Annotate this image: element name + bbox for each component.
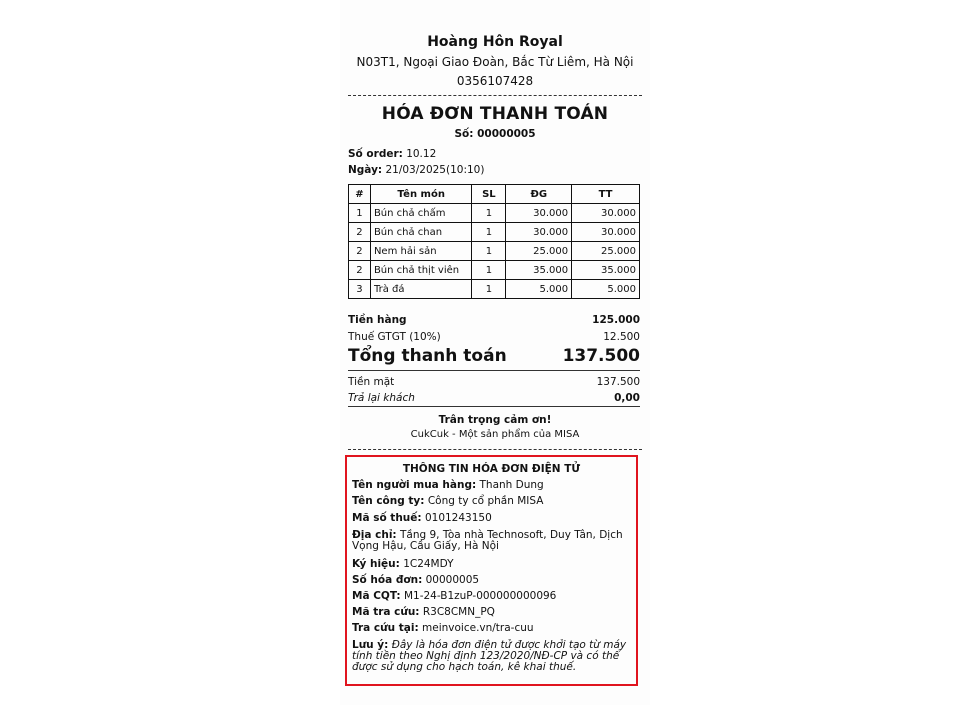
col-header: # <box>349 185 371 204</box>
company-label: Tên công ty: <box>352 495 425 507</box>
invno-value: 00000005 <box>425 574 480 586</box>
cell-qty: 1 <box>472 261 506 280</box>
table-row <box>349 261 640 280</box>
site-label: Tra cứu tại: <box>352 622 419 634</box>
symbol-value: 1C24MDY <box>403 558 454 570</box>
invno-label: Số hóa đơn: <box>352 574 423 586</box>
order-number <box>348 148 436 160</box>
change-value: 0,00 <box>614 392 640 404</box>
grand-total-value: 137.500 <box>562 346 640 366</box>
invoice-number <box>340 128 650 140</box>
buyer-name <box>352 480 630 491</box>
vat-value: 12.500 <box>603 331 640 343</box>
cell-qty: 1 <box>472 242 506 261</box>
tax-value: 0101243150 <box>424 512 492 524</box>
invoice-symbol <box>352 559 630 570</box>
grand-total-row <box>348 346 640 366</box>
cell-price: 5.000 <box>506 280 572 299</box>
store-address: N03T1, Ngoại Giao Đoàn, Bắc Từ Liêm, Hà Nội <box>356 55 634 69</box>
lookup-site <box>352 623 630 634</box>
divider <box>348 406 640 407</box>
cell-index: 2 <box>349 223 371 242</box>
vat-row <box>348 331 640 343</box>
cell-item: Bún chả chấm <box>370 204 472 223</box>
company-value: Công ty cổ phần MISA <box>427 495 544 507</box>
invoice-date <box>348 164 484 176</box>
cell-item: Bún chả thịt viên <box>370 261 472 280</box>
company-address <box>352 530 630 552</box>
invoice-title: HÓA ĐƠN THANH TOÁN <box>381 104 609 124</box>
thanks-message: Trân trọng cảm ơn! <box>438 414 552 426</box>
order-label: Số order: <box>348 148 403 160</box>
col-header: SL <box>472 185 506 204</box>
cell-price: 25.000 <box>506 242 572 261</box>
cash-value: 137.500 <box>596 376 640 388</box>
address-label: Địa chỉ: <box>352 529 397 541</box>
cell-item: Trà đá <box>370 280 472 299</box>
store-phone: 0356107428 <box>456 74 534 88</box>
change-label: Trả lại khách <box>348 392 415 404</box>
buyer-label: Tên người mua hàng: <box>352 479 477 491</box>
brand-line: CukCuk - Một sản phẩm của MISA <box>410 429 580 440</box>
e-invoice-box <box>345 455 638 686</box>
cell-total: 30.000 <box>572 223 640 242</box>
divider <box>348 370 640 371</box>
note-label: Lưu ý: <box>352 639 389 651</box>
cell-total: 25.000 <box>572 242 640 261</box>
tax-code <box>352 513 630 524</box>
cqt-label: Mã CQT: <box>352 590 401 602</box>
buyer-value: Thanh Dung <box>479 479 544 491</box>
change-row <box>348 392 640 404</box>
cell-qty: 1 <box>472 280 506 299</box>
cqt-value: M1-24-B1zuP-000000000096 <box>403 590 557 602</box>
col-header: Tên món <box>370 185 472 204</box>
tax-label: Mã số thuế: <box>352 512 422 524</box>
order-value: 10.12 <box>406 148 437 160</box>
table-row <box>349 204 640 223</box>
cell-index: 2 <box>349 242 371 261</box>
store-name: Hoàng Hôn Royal <box>427 34 563 50</box>
table-row <box>349 223 640 242</box>
grand-total-label: Tổng thanh toán <box>348 346 507 366</box>
lookup-label: Mã tra cứu: <box>352 606 420 618</box>
date-value: 21/03/2025(10:10) <box>385 164 485 176</box>
symbol-label: Ký hiệu: <box>352 558 400 570</box>
cell-price: 35.000 <box>506 261 572 280</box>
company-name <box>352 496 630 507</box>
invoice-number-value: 00000005 <box>477 128 536 140</box>
cqt-code <box>352 591 630 602</box>
cash-label: Tiền mặt <box>348 376 395 388</box>
cell-qty: 1 <box>472 204 506 223</box>
vat-label: Thuế GTGT (10%) <box>348 331 441 343</box>
divider <box>348 449 642 450</box>
lookup-value: R3C8CMN_PQ <box>422 606 495 618</box>
e-invoice-note <box>352 640 630 673</box>
col-header: ĐG <box>506 185 572 204</box>
e-invoice-title: THÔNG TIN HÓA ĐƠN ĐIỆN TỬ <box>402 463 581 475</box>
table-row <box>349 280 640 299</box>
invoice-number-label: Số: <box>454 128 474 140</box>
cell-index: 3 <box>349 280 371 299</box>
cell-index: 2 <box>349 261 371 280</box>
address-value: Tầng 9, Tòa nhà Technosoft, Duy Tân, Dịch Vọng Hậu, Cầu Giấy, Hà Nội <box>352 529 623 552</box>
cash-row <box>348 376 640 388</box>
lookup-code <box>352 607 630 618</box>
site-value: meinvoice.vn/tra-cuu <box>422 622 534 634</box>
cell-total: 35.000 <box>572 261 640 280</box>
e-invoice-number <box>352 575 630 586</box>
cell-item: Nem hải sản <box>370 242 472 261</box>
cell-qty: 1 <box>472 223 506 242</box>
subtotal-row <box>348 314 640 326</box>
cell-total: 5.000 <box>572 280 640 299</box>
col-header: TT <box>572 185 640 204</box>
table-row <box>349 242 640 261</box>
cell-total: 30.000 <box>572 204 640 223</box>
date-label: Ngày: <box>348 164 383 176</box>
items-table <box>348 184 640 299</box>
cell-price: 30.000 <box>506 204 572 223</box>
cell-item: Bún chả chan <box>370 223 472 242</box>
cell-index: 1 <box>349 204 371 223</box>
note-value: Đây là hóa đơn điện tử được khởi tạo từ máy tính tiền theo Nghị định 123/2020/NĐ-CP và có thể được sử dụng cho hạch toán, kê khai thuế. <box>352 639 627 673</box>
table-header-row <box>349 185 640 204</box>
subtotal-label: Tiền hàng <box>348 314 407 326</box>
divider <box>348 95 642 96</box>
cell-price: 30.000 <box>506 223 572 242</box>
subtotal-value: 125.000 <box>592 314 640 326</box>
